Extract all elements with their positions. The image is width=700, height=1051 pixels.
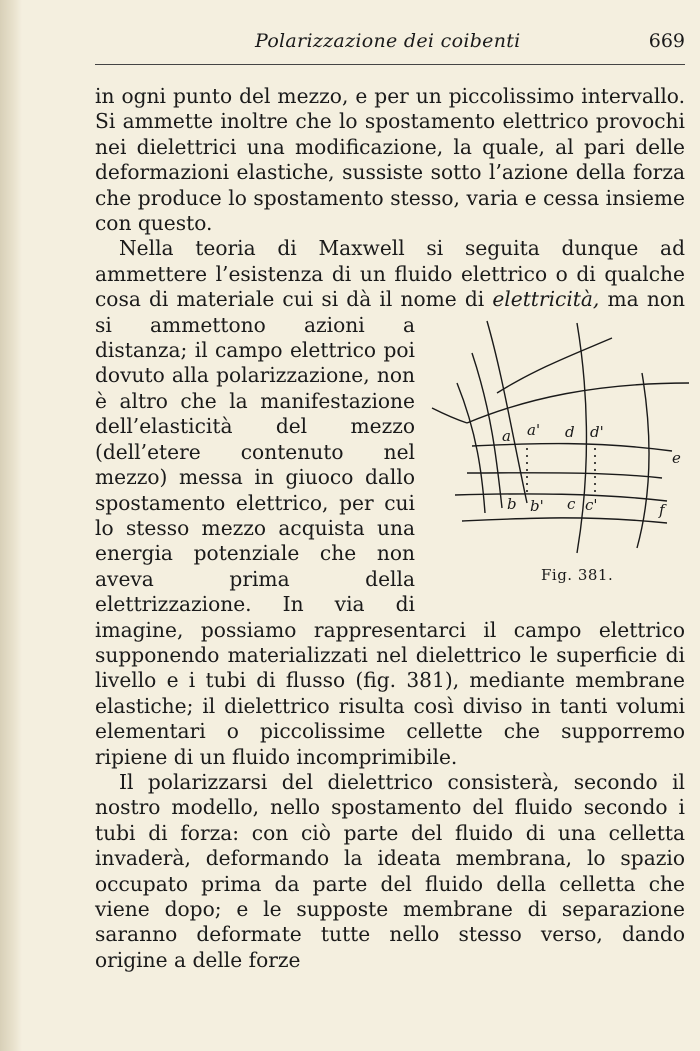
paragraph-2-end: ma non si ammettono azioni a distanza; il campo elettrico poi dovuto alla polarizzazione, non è altro che la manifestazione dell’elasticità del mezzo (dell’etere contenuto nel mezzo) messa in giuoco dallo spostamento elettrico, per cui lo stesso mezzo acquista una energia potenziale che non aveva prima della elettrizzazione. In via di imagine, possiamo rappresentarci il campo elettrico supponendo materializzati nel dielettrico le superficie di livello e i tubi di flusso (fig. 381), mediante membrane elastiche; il dielettrico risulta così diviso in tanti volumi elementari o piccolissime cellette che supporremo ripiene di un fluido incomprimibile.: [95, 287, 685, 769]
level-surface-1: [487, 321, 527, 503]
label-b: b: [507, 494, 517, 513]
label-a: a: [502, 426, 511, 445]
flux-line-6: [462, 518, 667, 523]
paragraph-2-start: Nella teoria di Maxwell si seguita dunque ad ammettere l’esistenza di un fluido elettrico o di qualche cosa di materiale cui si dà il nome di: [95, 236, 685, 312]
label-d: d: [565, 422, 575, 441]
paragraph-2: [95, 236, 685, 770]
label-f: f: [659, 500, 665, 519]
figure-381: [427, 313, 689, 595]
label-e: e: [672, 448, 681, 467]
flux-line-4: [467, 472, 662, 477]
level-surface-3: [457, 383, 485, 513]
page-number: 669: [648, 30, 685, 52]
page-spine-shadow: [0, 0, 22, 1051]
field-lines-diagram: [427, 313, 689, 563]
label-b-prime: b': [530, 496, 544, 515]
paragraph-3: Il polarizzarsi del dielettrico consisterà, secondo il nostro modello, nello spostamento del fluido secondo i tubi di forza: con ciò parte del fluido di una celletta invaderà, deformando la ideata membrana, lo spazio occupato prima da parte del fluido della celletta che viene dopo; e le supposte membrane di separazione saranno deformate tutte nello stesso verso, dando origine a delle forze: [95, 769, 685, 972]
flux-line-5: [455, 494, 667, 501]
flux-line-2: [467, 383, 689, 423]
paragraph-2-emphasis: elettricità,: [492, 287, 600, 312]
label-c-prime: c': [585, 495, 598, 514]
body-text: [95, 84, 685, 973]
page-header: [95, 30, 685, 60]
label-a-prime: a': [527, 420, 541, 439]
paragraph-1: in ogni punto del mezzo, e per un piccolissimo intervallo. Si ammette inoltre che lo spostamento elettrico provochi nei dielettrici una modificazione, la quale, al pari delle deformazioni elastiche, sussiste sotto l’azione della forza che produce lo spostamento stesso, varia e cessa insieme con questo.: [95, 84, 685, 236]
running-title: Polarizzazione dei coibenti: [255, 30, 521, 52]
label-c: c: [567, 494, 576, 513]
header-rule: [95, 64, 685, 65]
flux-line-7: [432, 408, 467, 423]
figure-caption: Fig. 381.: [541, 565, 614, 584]
label-d-prime: d': [590, 422, 604, 441]
flux-line-1: [497, 338, 612, 393]
level-surface-2: [472, 353, 502, 508]
